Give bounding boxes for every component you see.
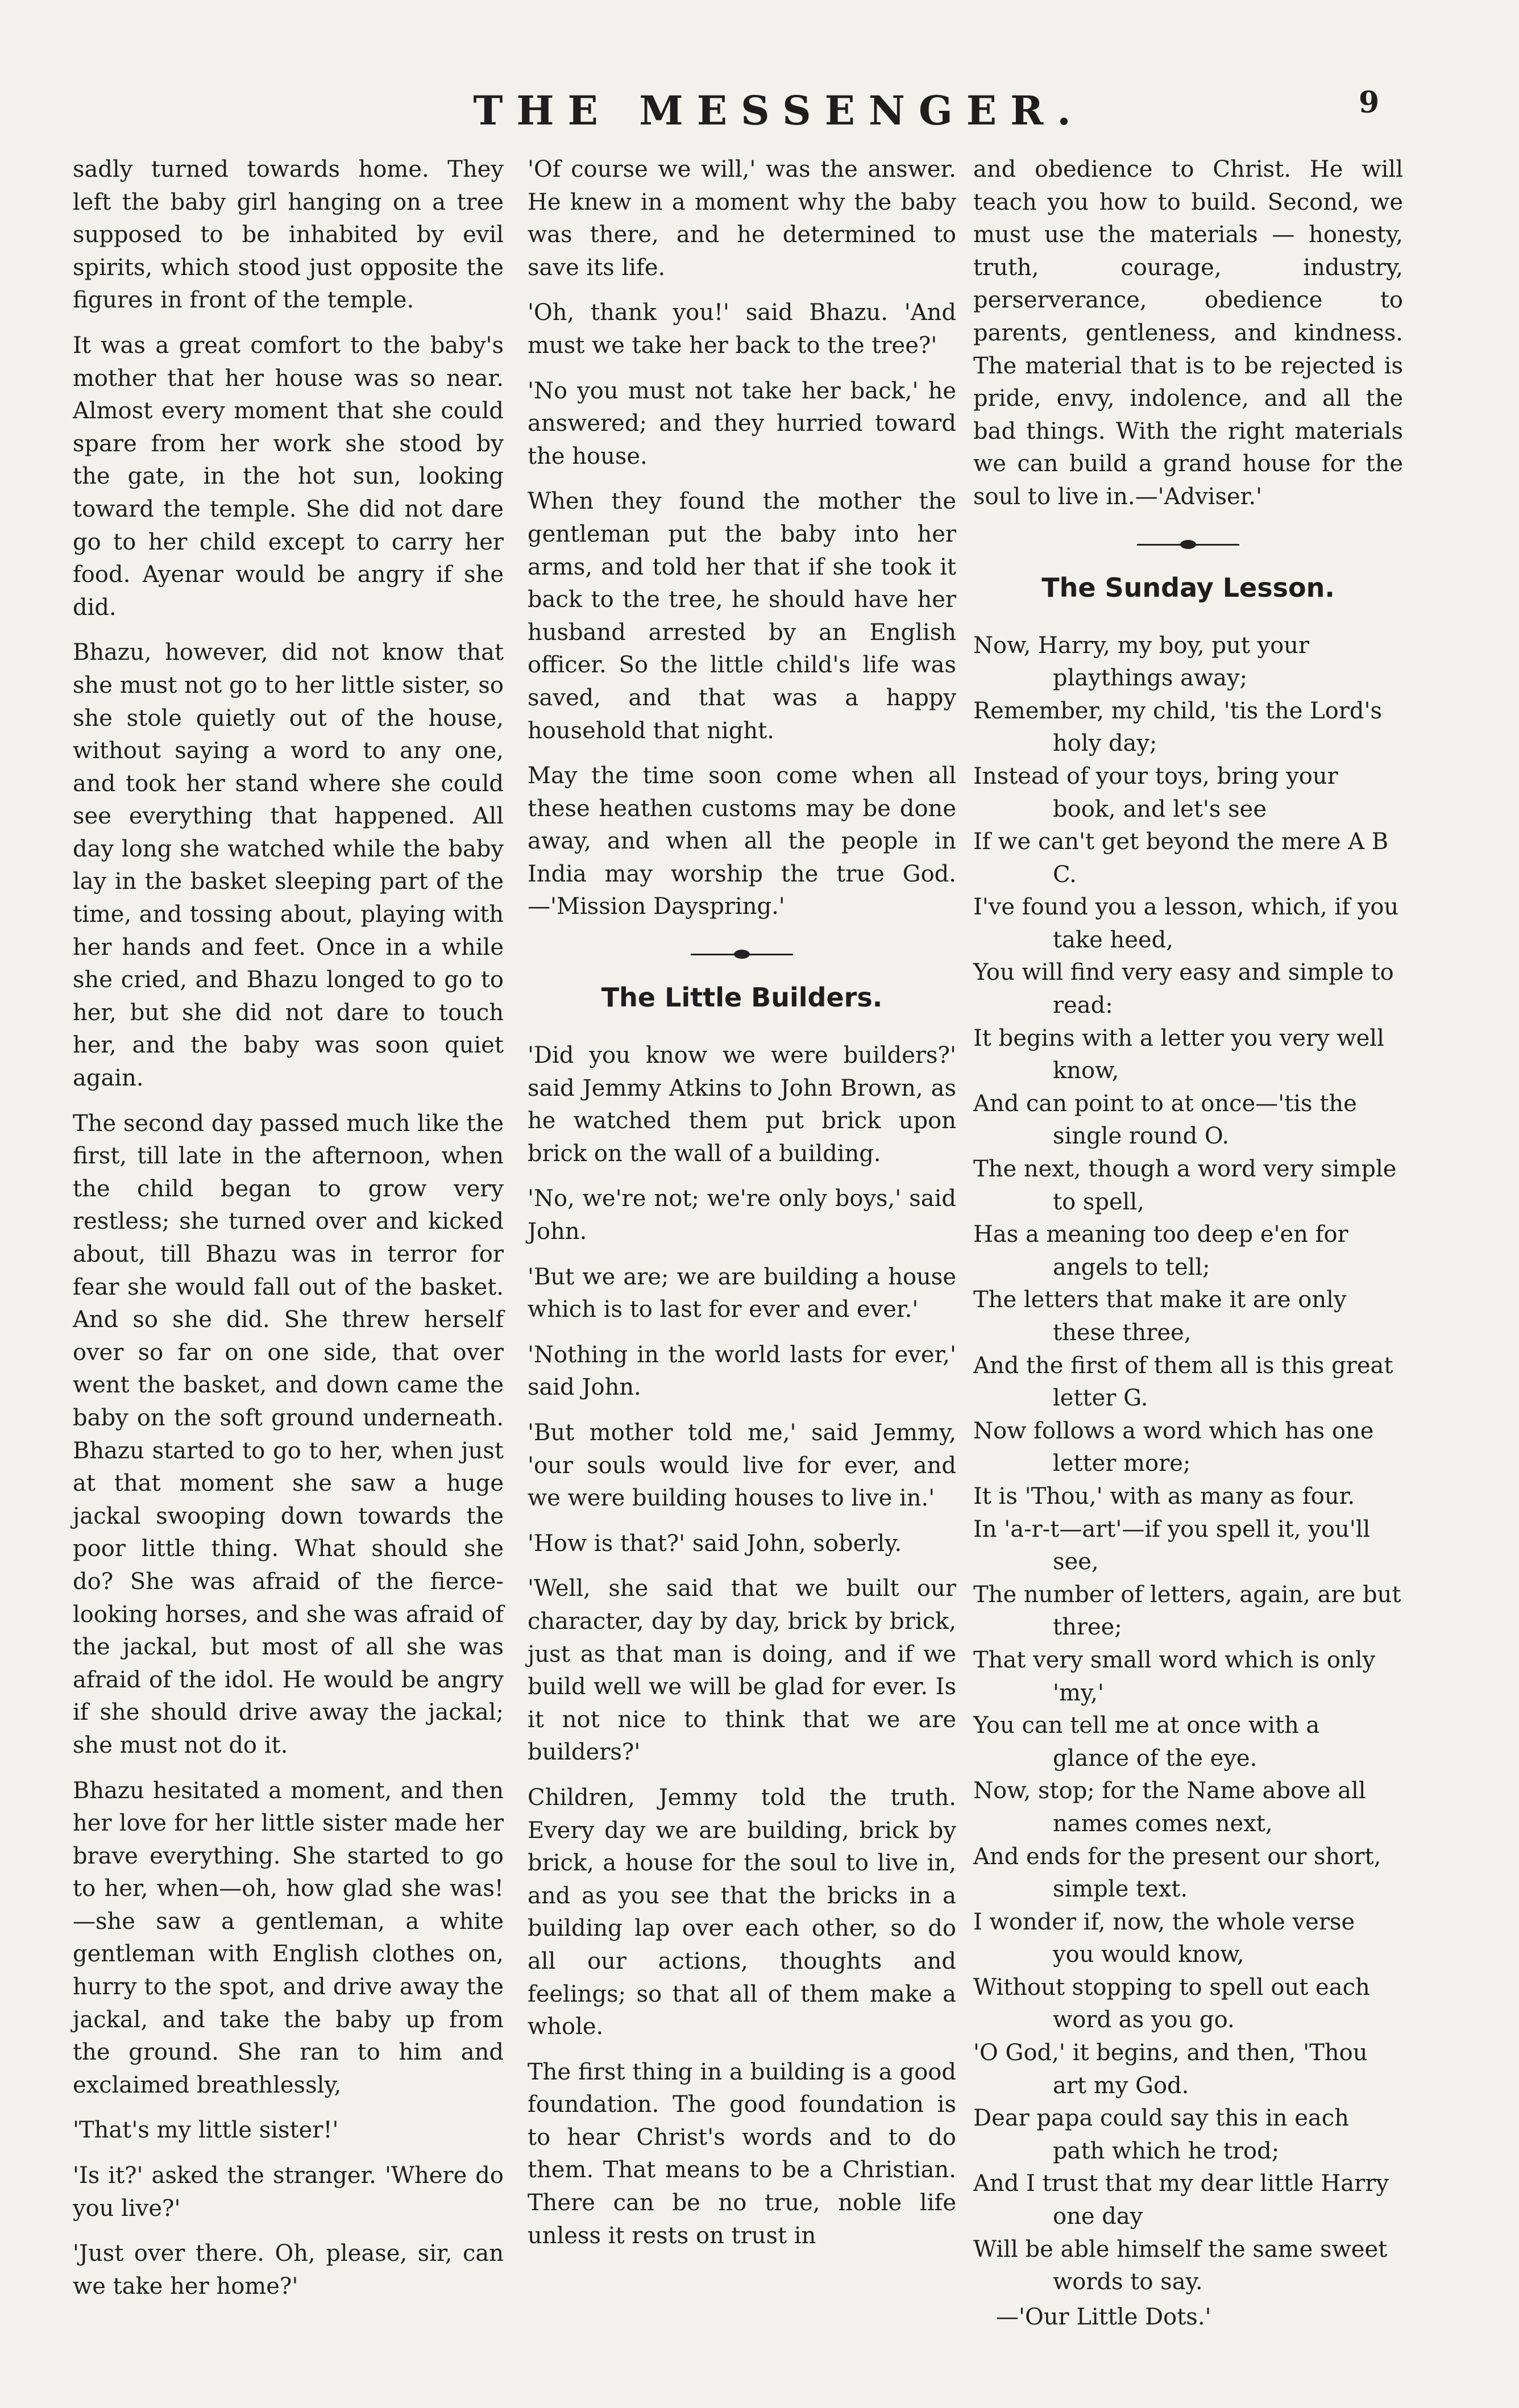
section-divider <box>1137 540 1239 549</box>
paragraph: 'Of course we will,' was the answer. He knew in a moment why the baby was there, and he determined to save its life. <box>528 156 956 281</box>
poem-line: Now, stop; for the Name above all names comes next, <box>973 1778 1366 1837</box>
poem-line: If we can't get beyond the mere A B C. <box>973 829 1389 888</box>
paragraph: Bhazu, however, did not know that she must not go to her little sister, so she stole quietly out of the house, without saying a word to any one, and took her stand where she could see everything that happened. All day long she watched while the baby lay in the basket sleeping part of the time, and tossing about, playing with her hands and feet. Once in a while she cried, and Bhazu longed to go to her, but she did not dare to touch her, and the baby was soon quiet again. <box>73 639 504 1092</box>
poem-line: The letters that make it are only these three, <box>973 1287 1347 1346</box>
paragraph: 'Just over there. Oh, please, sir, can we take her home?' <box>73 2240 504 2299</box>
poem-line: And I trust that my dear little Harry one day <box>973 2170 1389 2230</box>
paragraph: It was a great comfort to the baby's mother that her house was so near. Almost every moment that she could spare from her work she stood by the gate, in the hot sun, looking toward the temple. She did not dare go to her child except to carry her food. Ayenar would be angry if she did. <box>73 332 504 621</box>
poem-line: Dear papa could say this in each path which he trod; <box>973 2105 1349 2164</box>
paragraph: 'No you must not take her back,' he answered; and they hurried toward the house. <box>528 377 956 469</box>
article-heading-little-builders: The Little Builders. <box>601 982 883 1013</box>
paragraph: May the time soon come when all these heathen customs may be done away, and when all the people in India may worship the true God.—'Mission Dayspring.' <box>528 763 956 920</box>
page-number: 9 <box>1359 85 1380 120</box>
paragraph: 'No, we're not; we're only boys,' said John. <box>528 1186 956 1245</box>
section-divider <box>691 950 793 959</box>
poem-line: The next, though a word very simple to spell, <box>973 1156 1397 1215</box>
poem-line: You can tell me at once with a glance of the eye. <box>973 1712 1320 1771</box>
poem-line: Now, Harry, my boy, put your playthings away; <box>973 632 1310 692</box>
poem-line: And ends for the present our short, simple text. <box>973 1843 1381 1903</box>
poem-line: It is 'Thou,' with as many as four. <box>973 1483 1355 1509</box>
column-2 <box>528 153 956 2265</box>
paragraph: 'But we are; we are building a house which is to last for ever and ever.' <box>528 1263 956 1323</box>
poem-line: Has a meaning too deep e'en for angels to tell; <box>973 1221 1348 1280</box>
column-1 <box>73 153 504 2315</box>
paragraph: Bhazu hesitated a moment, and then her love for her little sister made her brave everything. She started to go to her, when—oh, how glad she was!—she saw a gentleman, a white gentleman with English clothes on, hurry to the spot, and drive away the jackal, and take the baby up from the ground. She ran to him and exclaimed breathlessly, <box>73 1777 504 2098</box>
poem <box>973 630 1403 2299</box>
poem-line: You will find very easy and simple to read: <box>973 959 1394 1019</box>
poem-line: I've found you a lesson, which, if you take heed, <box>973 894 1399 953</box>
paragraph: 'How is that?' said John, soberly. <box>528 1530 902 1557</box>
poem-line: That very small word which is only 'my,' <box>973 1646 1376 1706</box>
poem-line: Now follows a word which has one letter more; <box>973 1417 1374 1477</box>
poem-attribution: —'Our Little Dots.' <box>996 2303 1211 2330</box>
paragraph: 'But mother told me,' said Jemmy, 'our souls would live for ever, and we were building houses to live in.' <box>528 1420 956 1512</box>
paragraph: sadly turned towards home. They left the baby girl hanging on a tree supposed to be inhabited by evil spirits, which stood just opposite the figures in front of the temple. <box>73 156 504 314</box>
poem-line: Without stopping to spell out each word as you go. <box>973 1974 1370 2033</box>
paragraph: 'Nothing in the world lasts for ever,' said John. <box>528 1341 956 1401</box>
poem-line: In 'a-r-t—art'—if you spell it, you'll see, <box>973 1516 1371 1575</box>
paragraph: 'Well, she said that we built our character, day by day, brick by brick, just as that man is doing, and if we build well we will be glad for ever. Is it not nice to think that we are builders?' <box>528 1575 956 1766</box>
paragraph: 'Did you know we were builders?' said Jemmy Atkins to John Brown, as he watched them put brick upon brick on the wall of a building. <box>528 1042 956 1167</box>
paragraph: The first thing in a building is a good foundation. The good foundation is to hear Christ's words and to do them. That means to be a Christian. There can be no true, noble life unless it rests on trust in <box>528 2058 956 2249</box>
masthead-title: THE MESSENGER. <box>473 87 1085 134</box>
poem-line: And the first of them all is this great letter G. <box>973 1352 1393 1412</box>
column-3 <box>973 153 1403 2334</box>
paragraph: and obedience to Christ. He will teach you how to build. Second, we must use the materials — honesty, truth, courage, industry, perserverance, obedience to parents, gentleness, and kindness. The material that is to be rejected is pride, envy, indolence, and all the bad things. With the right materials we can build a grand house for the soul to live in.—'Adviser.' <box>973 156 1403 510</box>
poem-line: 'O God,' it begins, and then, 'Thou art my God. <box>973 2040 1368 2099</box>
poem-line: Instead of your toys, bring your book, and let's see <box>973 763 1338 822</box>
paragraph: 'Oh, thank you!' said Bhazu. 'And must we take her back to the tree?' <box>528 300 956 359</box>
poem-line: Remember, my child, 'tis the Lord's holy day; <box>973 697 1383 757</box>
poem-line: I wonder if, now, the whole verse you would know, <box>973 1908 1355 1968</box>
paragraph: 'That's my little sister!' <box>73 2117 339 2144</box>
paragraph: Children, Jemmy told the truth. Every day we are building, brick by brick, a house for the soul to live in, and as you see that the bricks in a building lap over each other, so do all our actions, thoughts and feelings; so that all of them make a whole. <box>528 1784 956 2040</box>
poem-line: The number of letters, again, are but three; <box>973 1581 1401 1641</box>
paragraph: The second day passed much like the first, till late in the afternoon, when the child began to grow very restless; she turned over and kicked about, till Bhazu was in terror for fear she would fall out of the basket. And so she did. She threw herself over so far on one side, that over went the basket, and down came the baby on the soft ground underneath. Bhazu started to go to her, when just at that moment she saw a huge jackal swooping down towards the poor little thing. What should she do? She was afraid of the fierce-looking horses, and she was afraid of the jackal, but most of all she was afraid of the idol. He would be angry if she should drive away the jackal; she must not do it. <box>73 1110 504 1758</box>
poem-line: It begins with a letter you very well know, <box>973 1025 1384 1084</box>
paragraph: When they found the mother the gentleman put the baby into her arms, and told her that if she took it back to the tree, he should have her husband arrested by an English officer. So the little child's life was saved, and that was a happy household that night. <box>528 488 956 744</box>
poem-line: And can point to at once—'tis the single round O. <box>973 1090 1357 1150</box>
poem-line: Will be able himself the same sweet words to say. <box>973 2236 1388 2295</box>
article-heading-sunday-lesson: The Sunday Lesson. <box>1041 572 1335 603</box>
paragraph: 'Is it?' asked the stranger. 'Where do you live?' <box>73 2162 504 2222</box>
